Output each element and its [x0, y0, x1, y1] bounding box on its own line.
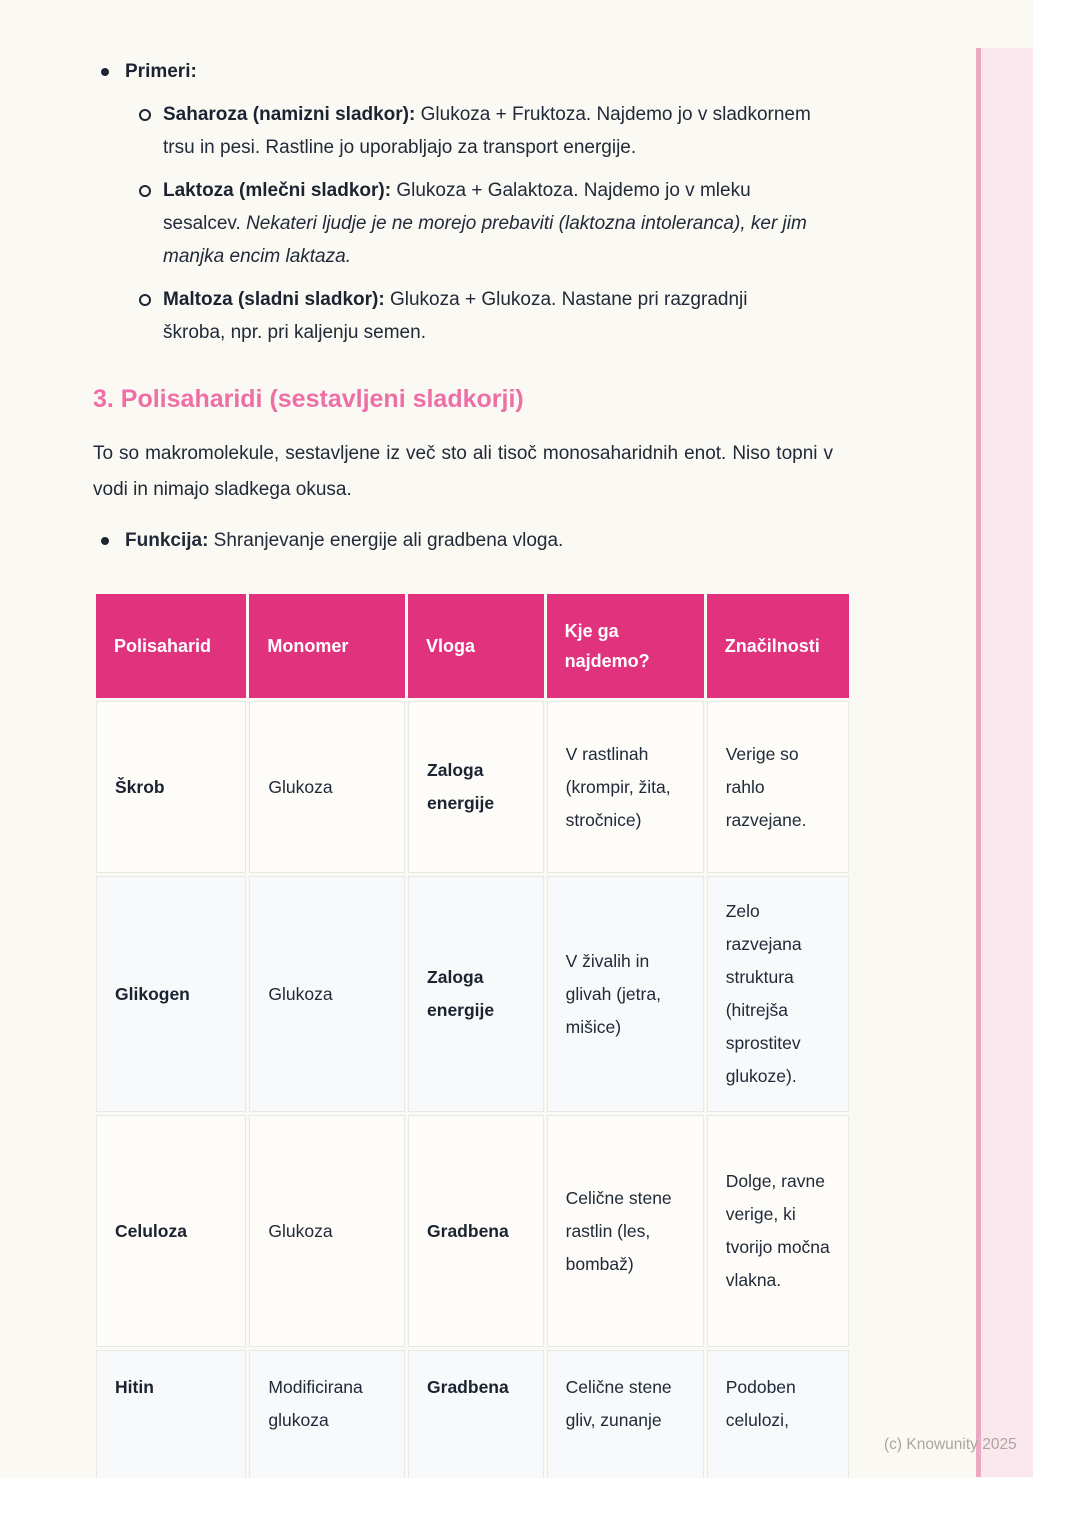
cell-kje: Celične stene gliv, zunanje: [547, 1350, 704, 1478]
cell-monomer: Glukoza: [249, 701, 405, 873]
table-row-skrob: [96, 701, 849, 873]
bullet-dot-icon: [101, 537, 109, 545]
cell-name: Celuloza: [96, 1115, 246, 1347]
copyright-watermark: (c) Knowunity 2025: [884, 1436, 1017, 1453]
cell-name: Glikogen: [96, 876, 246, 1112]
example-italic-note: Nekateri ljudje je ne morejo prebaviti (laktozna intoleranca), ker jim manjka encim laktaza.: [163, 213, 807, 267]
function-label: Funkcija:: [125, 530, 209, 551]
bullet-dot-icon: [101, 68, 109, 76]
example-text-block: [163, 98, 815, 164]
cell-kje: V rastlinah (krompir, žita, stročnice): [547, 701, 704, 873]
examples-title: Primeri:: [125, 61, 197, 82]
function-text-block: [125, 524, 563, 557]
cell-znacilnosti: Verige so rahlo razvejane.: [707, 701, 849, 873]
example-bold-label: Maltoza (sladni sladkor):: [163, 289, 385, 310]
table-row-glikogen: [96, 876, 849, 1112]
table-row-hitin: [96, 1350, 849, 1478]
cell-znacilnosti: Zelo razvejana struktura (hitrejša sprostitev glukoze).: [707, 876, 849, 1112]
example-item-laktoza: [139, 174, 852, 273]
cell-vloga: Zaloga energije: [408, 701, 544, 873]
header-cell-polisaharid: Polisaharid: [96, 594, 246, 698]
bullet-circle-icon: [139, 185, 151, 197]
example-text-block: [163, 174, 815, 273]
examples-list-title: [93, 55, 852, 88]
example-bold-label: Saharoza (namizni sladkor):: [163, 104, 416, 125]
cell-kje: V živalih in glivah (jetra, mišice): [547, 876, 704, 1112]
polysaccharide-table: [93, 591, 852, 1478]
cell-znacilnosti: Dolge, ravne verige, ki tvorijo močna vlakna.: [707, 1115, 849, 1347]
intro-paragraph: To so makromolekule, sestavljene iz več sto ali tisoč monosaharidnih enot. Niso topni v vodi in nimajo sladkega okusa.: [93, 443, 833, 500]
cell-monomer: Glukoza: [249, 1115, 405, 1347]
header-cell-monomer: Monomer: [249, 594, 405, 698]
cell-monomer: Modificirana glukoza: [249, 1350, 405, 1478]
example-body-text: Glukoza + Fruktoza. Najdemo jo v sladkornem trsu in pesi. Rastline jo uporabljajo za transport energije.: [163, 104, 811, 158]
header-cell-znacilnosti: Značilnosti: [707, 594, 849, 698]
cell-vloga: Gradbena: [408, 1350, 544, 1478]
cell-znacilnosti: Podoben celulozi,: [707, 1350, 849, 1478]
header-cell-vloga: Vloga: [408, 594, 544, 698]
function-text: Shranjevanje energije ali gradbena vloga.: [208, 530, 564, 551]
bullet-circle-icon: [139, 294, 151, 306]
example-item-saharoza: [139, 98, 852, 164]
cell-kje: Celične stene rastlin (les, bombaž): [547, 1115, 704, 1347]
cell-vloga: Gradbena: [408, 1115, 544, 1347]
function-item: [93, 524, 852, 557]
section-heading: 3. Polisaharidi (sestavljeni sladkorji): [93, 385, 524, 413]
example-item-maltoza: [139, 283, 852, 349]
bullet-circle-icon: [139, 109, 151, 121]
table-header-row: [96, 594, 849, 698]
cell-name: Hitin: [96, 1350, 246, 1478]
cell-monomer: Glukoza: [249, 876, 405, 1112]
example-text-block: [163, 283, 815, 349]
example-body-text: Glukoza + Glukoza. Nastane pri razgradnji škroba, npr. pri kaljenju semen.: [163, 289, 748, 343]
page-content: [93, 55, 852, 1478]
pink-margin-stripe: [976, 48, 1033, 1477]
cell-name: Škrob: [96, 701, 246, 873]
cell-vloga: Zaloga energije: [408, 876, 544, 1112]
table-row-celuloza: [96, 1115, 849, 1347]
header-cell-kje: Kje ga najdemo?: [547, 594, 704, 698]
example-bold-label: Laktoza (mlečni sladkor):: [163, 180, 392, 201]
example-body-text: Glukoza + Galaktoza. Najdemo jo v mleku sesalcev.: [163, 180, 751, 234]
